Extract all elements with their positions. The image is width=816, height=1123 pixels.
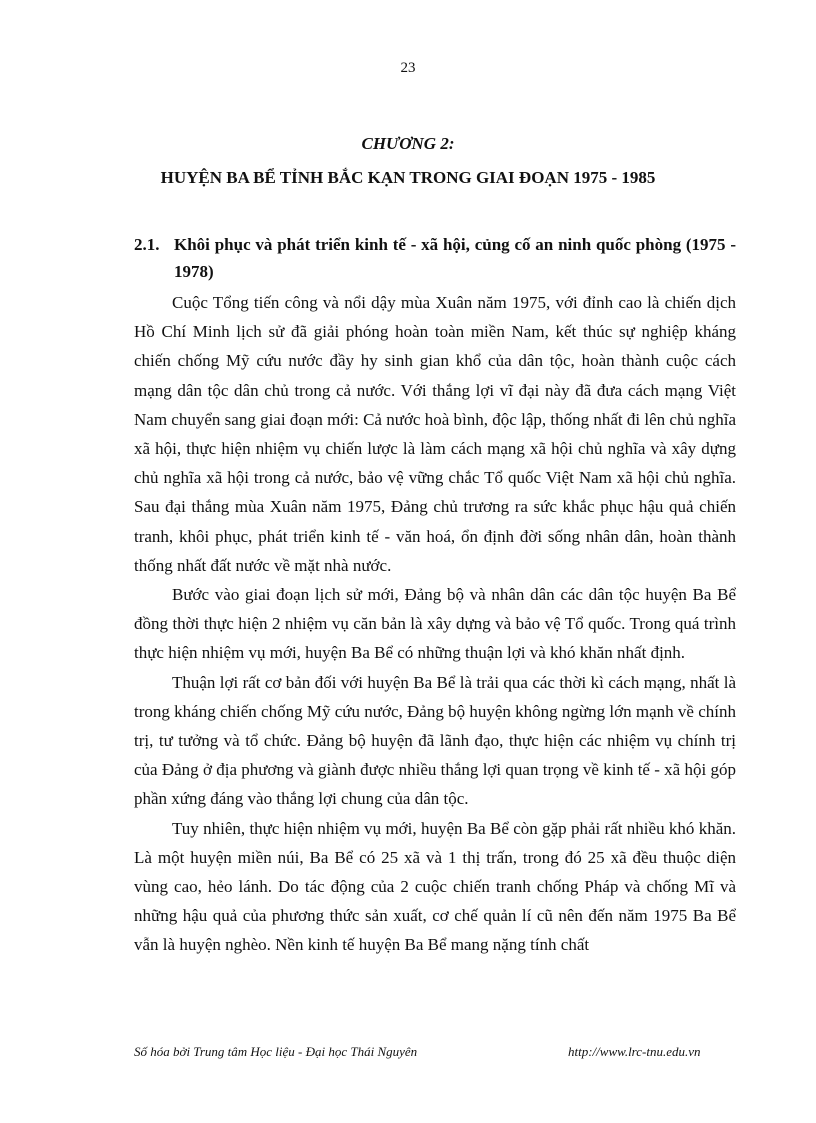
footer-url[interactable]: http://www.lrc-tnu.edu.vn bbox=[568, 1044, 701, 1059]
page-number: 23 bbox=[400, 60, 416, 76]
section-number: 2.1. bbox=[134, 235, 160, 254]
chapter-title: HUYỆN BA BỂ TỈNH BẮC KẠN TRONG GIAI ĐOẠN 1975 - 1985 bbox=[160, 168, 656, 187]
paragraph: Cuộc Tổng tiến công và nổi dậy mùa Xuân năm 1975, với đỉnh cao là chiến dịch Hồ Chí Minh lịch sử đã giải phóng hoàn toàn miền Nam, kết thúc sự nghiệp kháng chiến chống Mỹ cứu nước đầy hy sinh gian khổ của dân tộc, hoàn thành cuộc cách mạng dân tộc dân chủ trong cả nước. Với thắng lợi vĩ đại này đã đưa cách mạng Việt Nam chuyển sang giai đoạn mới: Cả nước hoà bình, độc lập, thống nhất đi lên chủ nghĩa xã hội, thực hiện nhiệm vụ chiến lược là làm cách mạng xã hội chủ nghĩa và xây dựng chủ nghĩa xã hội trong cả nước, bảo vệ vững chắc Tổ quốc Việt Nam xã hội chủ nghĩa. Sau đại thắng mùa Xuân năm 1975, Đảng chủ trương ra sức khắc phục hậu quả chiến tranh, khôi phục, phát triển kinh tế - văn hoá, ổn định đời sống nhân dân, hoàn thành thống nhất đất nước về mặt nhà nước. bbox=[134, 293, 736, 575]
footer-source: Số hóa bởi Trung tâm Học liệu - Đại học Thái Nguyên bbox=[134, 1044, 418, 1059]
section-title: Khôi phục và phát triển kinh tế - xã hội, củng cố an ninh quốc phòng (1975 - 1978) bbox=[174, 235, 736, 281]
paragraph: Tuy nhiên, thực hiện nhiệm vụ mới, huyện Ba Bể còn gặp phải rất nhiều khó khăn. Là một huyện miền núi, Ba Bể có 25 xã và 1 thị trấn, trong đó 25 xã đều thuộc diện vùng cao, hẻo lánh. Do tác động của 2 cuộc chiến tranh chống Pháp và chống Mĩ và những hậu quả của phương thức sản xuất, cơ chế quản lí cũ nên đến năm 1975 Ba Bể vẫn là huyện nghèo. Nền kinh tế huyện Ba Bể mang nặng tính chất bbox=[134, 818, 736, 955]
paragraph: Thuận lợi rất cơ bản đối với huyện Ba Bể là trải qua các thời kì cách mạng, nhất là trong kháng chiến chống Mỹ cứu nước, Đảng bộ huyện không ngừng lớn mạnh về chính trị, tư tưởng và tổ chức. Đảng bộ huyện đã lãnh đạo, thực hiện các nhiệm vụ chính trị của Đảng ở địa phương và giành được nhiều thắng lợi quan trọng về kinh tế - xã hội góp phần xứng đáng vào thắng lợi chung của dân tộc. bbox=[134, 672, 736, 809]
chapter-heading: CHƯƠNG 2: bbox=[361, 134, 455, 153]
section-heading bbox=[134, 231, 736, 285]
paragraph: Bước vào giai đoạn lịch sử mới, Đảng bộ và nhân dân các dân tộc huyện Ba Bể đồng thời thực hiện 2 nhiệm vụ căn bản là xây dựng và bảo vệ Tổ quốc. Trong quá trình thực hiện nhiệm vụ mới, huyện Ba Bể có những thuận lợi và khó khăn nhất định. bbox=[134, 585, 736, 663]
body-text bbox=[134, 288, 736, 960]
